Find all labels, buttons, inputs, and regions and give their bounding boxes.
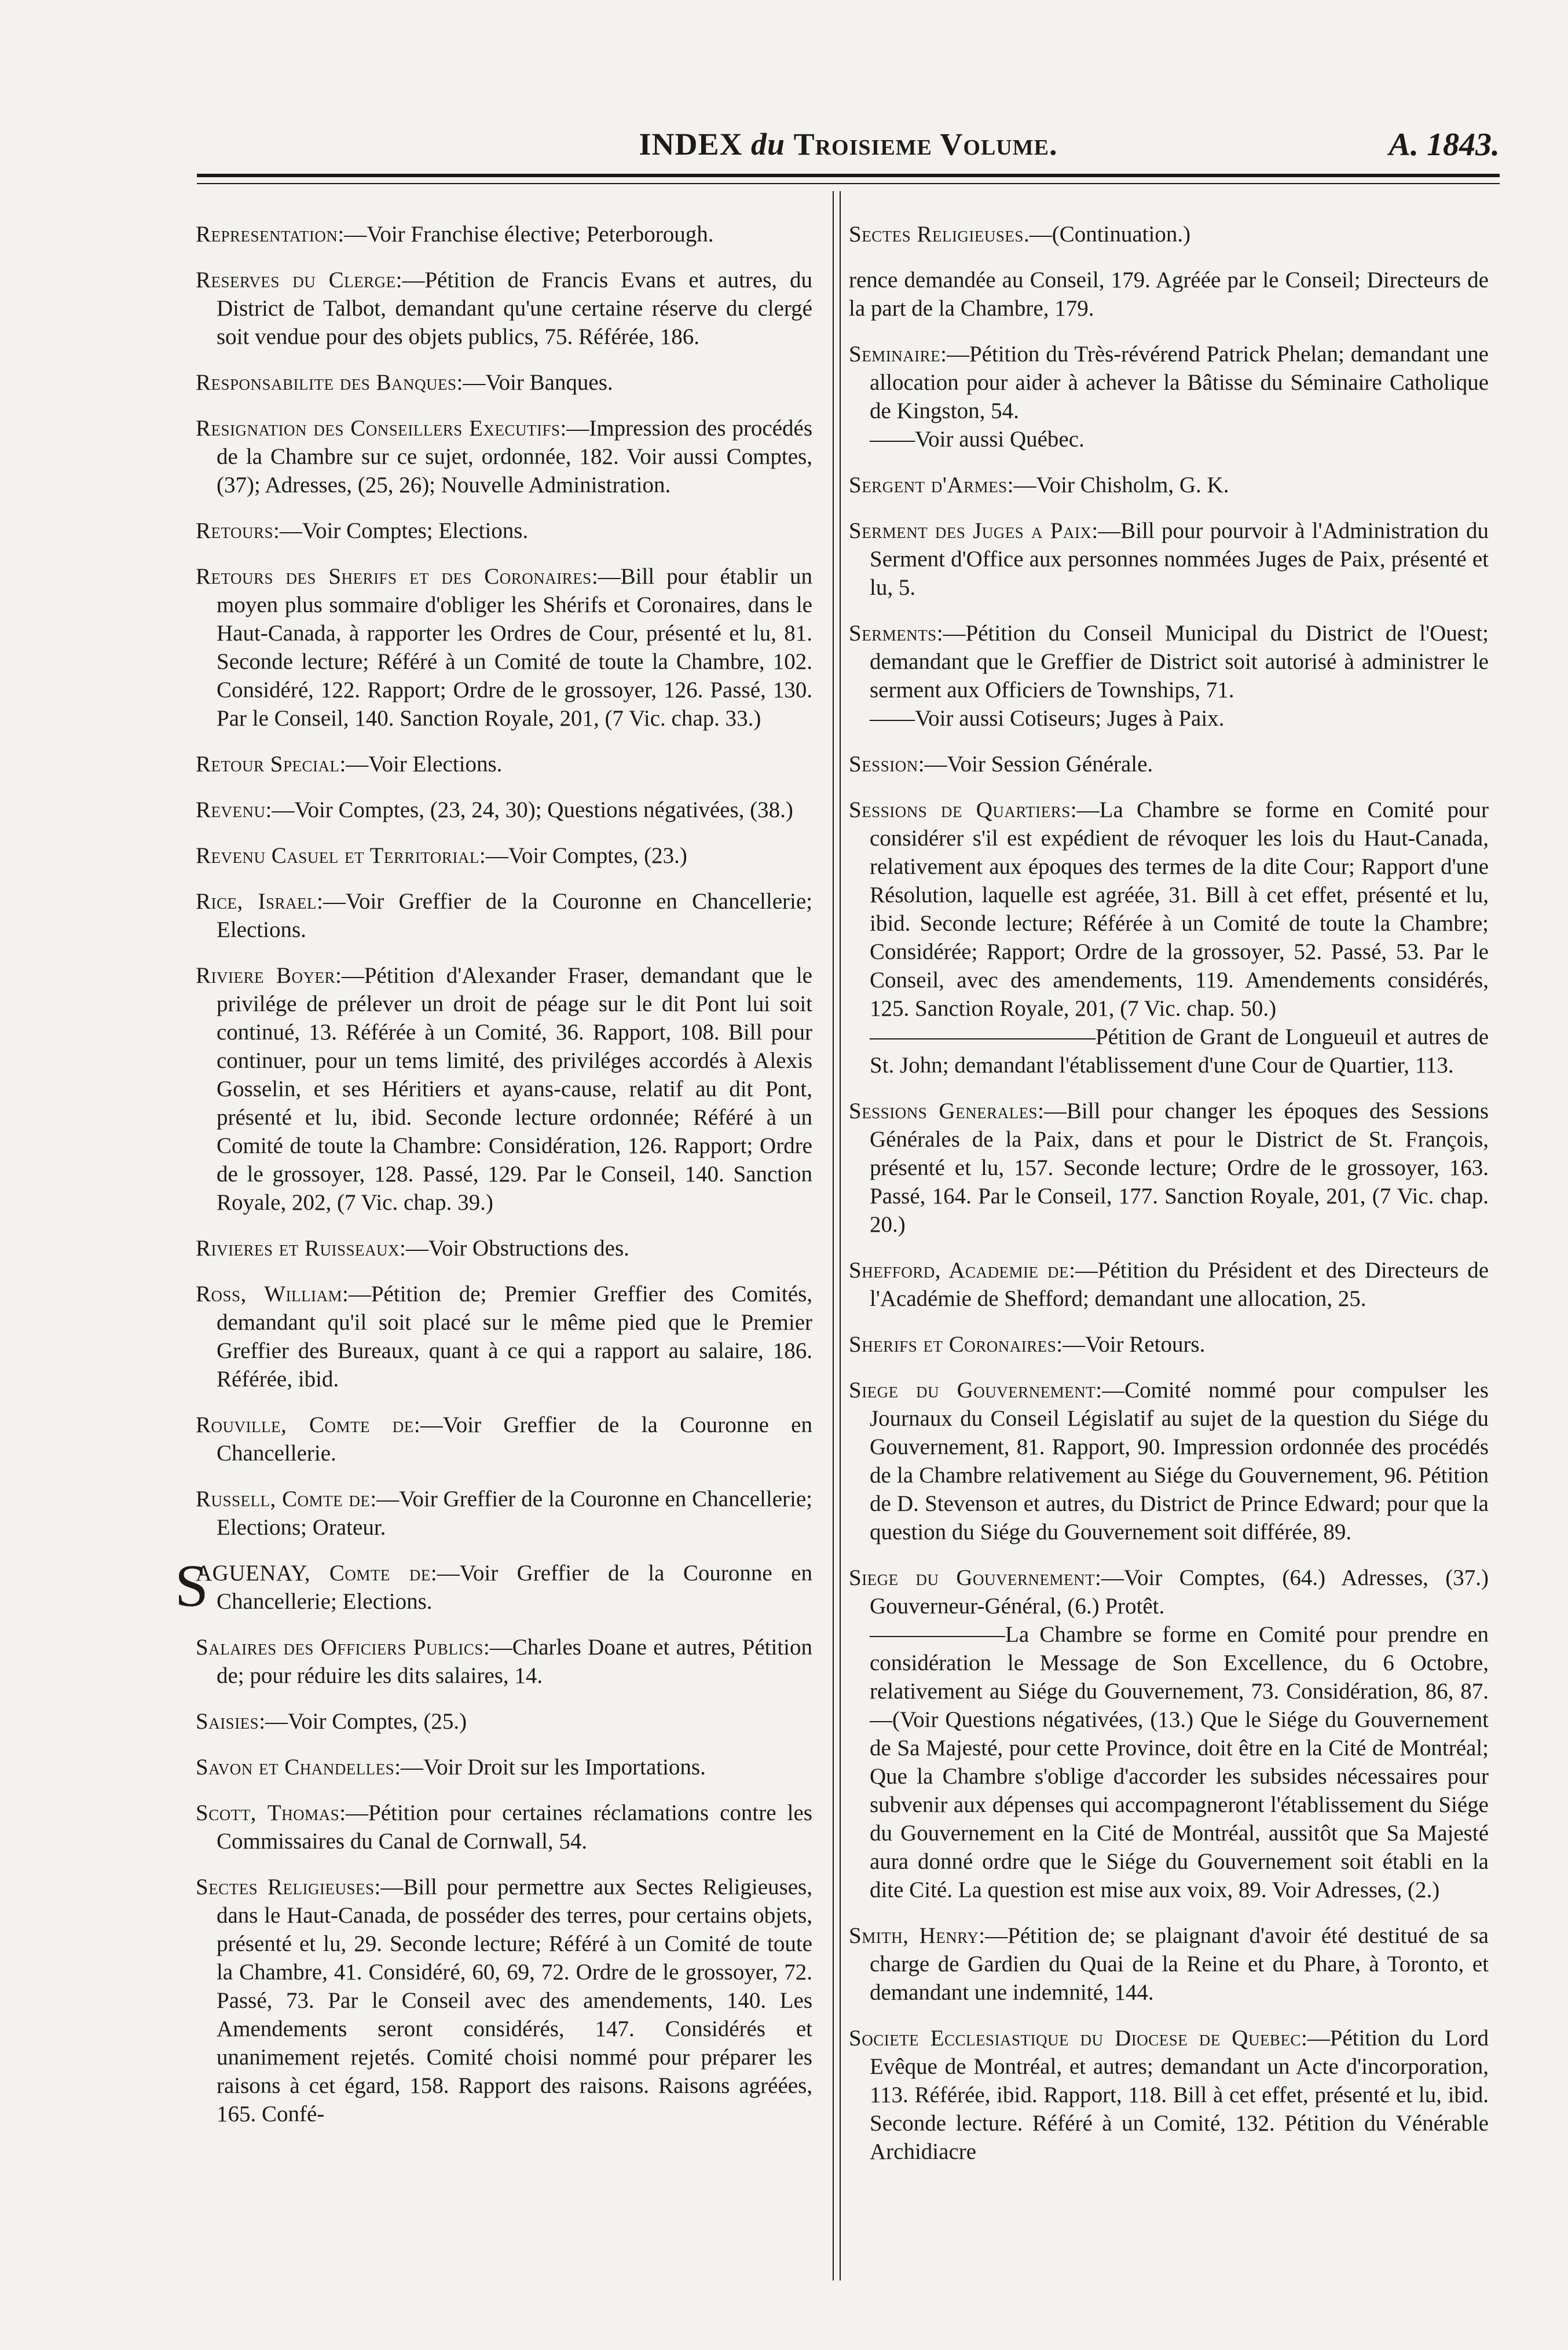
entry-text: :—Comité nommé pour compulser les Journaux du Conseil Législatif au sujet de la question du Siége du Gouvernement, 81. Rapport, 90. Impression ordonnée des procédés de la Chambre relativement au Siége du Gouvernement, 96. Pétition de D. Stevenson et autres, du District de Prince Edward; pour que la question du Siége du Gouvernement soit différée, 89. [870, 1378, 1489, 1544]
index-entry [196, 1411, 812, 1467]
entry-text: :—Pétition de; se plaignant d'avoir été destitué de sa charge de Gardien du Quai de la Reine et du Phare, à Toronto, et demandant une indemnité, 144. [870, 1923, 1489, 2005]
entry-heading: Scott, Thomas [196, 1800, 340, 1825]
index-entry [849, 2024, 1489, 2166]
entry-subentry: ——Voir aussi Québec. [870, 427, 1085, 452]
index-entry [849, 619, 1489, 733]
index-entry [196, 1873, 812, 2128]
index-entry [196, 220, 812, 248]
entry-text: :—Voir Retours. [1056, 1332, 1206, 1357]
entry-text: :—Voir Greffier de la Couronne en Chancellerie; Elections. [217, 889, 812, 942]
column-divider [833, 191, 841, 2281]
index-entry [196, 562, 812, 733]
index-entry [196, 368, 812, 397]
entry-text: :—Bill pour établir un moyen plus sommaire d'obliger les Shérifs et Coronaires, dans le Haut-Canada, à rapporter les Ordres de Cour, présenté et lu, 81. Seconde lecture; Référé à un Comité de toute la Chambre, 102. Considéré, 122. Rapport; Ordre de le grossoyer, 126. Passé, 130. Par le Conseil, 140. Sanction Royale, 201, (7 Vic. chap. 33.) [217, 564, 812, 731]
index-entry [196, 841, 812, 870]
entry-text: :—Voir Comptes, (25.) [259, 1709, 467, 1734]
index-entry [849, 220, 1489, 248]
entry-text: :—Voir Franchise élective; Peterborough. [338, 222, 714, 247]
entry-heading: Seminaire [849, 342, 941, 367]
entry-heading: Rivieres et Ruisseaux [196, 1236, 400, 1261]
entry-heading: Retour Special [196, 752, 340, 777]
entry-text: rence demandée au Conseil, 179. Agréée par le Conseil; Directeurs de la part de la Chambre, 179. [849, 268, 1489, 321]
index-entry [849, 340, 1489, 453]
index-entry [196, 961, 812, 1217]
entry-text: :—Voir Greffier de la Couronne en Chancellerie. [217, 1412, 812, 1466]
entry-heading: Siege du Gouvernement [849, 1565, 1096, 1590]
index-entry [196, 750, 812, 778]
index-entry [196, 796, 812, 824]
entry-heading: Revenu Casuel et Territorial [196, 843, 479, 868]
entry-text: :—Voir Comptes, (64.) Adresses, (37.) Gouverneur-Général, (6.) Protêt. [870, 1565, 1489, 1619]
entry-text: .—(Continuation.) [1023, 222, 1191, 247]
index-entry [196, 1753, 812, 1781]
index-entry [849, 1564, 1489, 1904]
running-title [197, 126, 1500, 162]
entry-heading: Ross, William [196, 1282, 342, 1306]
entry-text: :—Bill pour permettre aux Sectes Religieuses, dans le Haut-Canada, de posséder des terres, pour certains objets, présenté et lu, 29. Seconde lecture; Référé à un Comité de toute la Chambre, 41. Considéré, 60, 69, 72. Ordre de le grossoyer, 72. Passé, 73. Par le Conseil avec des amendements, 140. Les Amendements seront considérés, 147. Considérés et unanimement rejetés. Comité choisi nommé pour préparer les raisons à cet égard, 158. Rapport des raisons. Raisons agréées, 165. Confé- [217, 1875, 812, 2126]
index-entry [849, 1330, 1489, 1359]
index-entry [849, 1921, 1489, 2007]
index-entry [175, 1553, 812, 1619]
index-entry [196, 1707, 812, 1736]
entry-heading: AGUENAY, Comte de [196, 1561, 431, 1586]
entry-heading: Revenu [196, 797, 266, 822]
running-title-index: INDEX [639, 127, 743, 162]
running-title-du: du [751, 127, 786, 162]
index-entry [196, 1280, 812, 1393]
entry-heading: Sergent d'Armes [849, 473, 1008, 497]
index-entry [196, 1633, 812, 1690]
index-entry [849, 1097, 1489, 1239]
entry-heading: Societe Ecclesiastique du Diocese de Quebec [849, 2026, 1301, 2051]
entry-text: :—Pétition du Très-révérend Patrick Phelan; demandant une allocation pour aider à achever la Bâtisse du Séminaire Catholique de Kingston, 54. [870, 342, 1489, 423]
drop-initial: S [175, 1553, 208, 1619]
entry-text: :—Charles Doane et autres, Pétition de; pour réduire les dits salaires, 14. [217, 1635, 812, 1688]
index-entry [196, 414, 812, 499]
entry-text: :—La Chambre se forme en Comité pour considérer s'il est expédient de révoquer les lois du Haut-Canada, relativement aux époques des termes de la dite Cour; Rapport d'une Résolution, laquelle est agréée, 31. Bill à cet effet, présenté et lu, ibid. Seconde lecture; Référée à un Comité de toute la Chambre; Considérée; Rapport; Ordre de la grossoyer, 52. Passé, 53. Par le Conseil, avec des amendements, 119. Amendements considérés, 125. Sanction Royale, 201, (7 Vic. chap. 50.) [870, 797, 1489, 1021]
entry-text: :—Pétition d'Alexander Fraser, demandant que le privilége de prélever un droit de péage sur le dit Pont lui soit continué, 13. Référée à un Comité, 36. Rapport, 108. Bill pour continuer, pour un tems limité, des priviléges accordés à Alexis Gosselin, et ses Héritiers et ayans-cause, relatif au dit Pont, présenté et lu, ibid. Seconde lecture ordonnée; Référé à un Comité de toute la Chambre: Considération, 126. Rapport; Ordre de le grossoyer, 128. Passé, 129. Par le Conseil, 140. Sanction Royale, 202, (7 Vic. chap. 39.) [217, 963, 812, 1215]
entry-heading: Sectes Religieuses [196, 1875, 375, 1899]
index-entry [849, 750, 1489, 778]
entry-heading: Retours des Sherifs et des Coronaires [196, 564, 592, 589]
index-entry [196, 887, 812, 944]
entry-heading: Rice, Israel [196, 889, 317, 914]
entry-heading: Riviere Boyer [196, 963, 336, 988]
entry-heading: Retours [196, 518, 274, 543]
entry-text: :—Voir Greffier de la Couronne en Chancellerie; Elections; Orateur. [217, 1487, 812, 1540]
entry-text: :—Pétition du Lord Evêque de Montréal, et autres; demandant un Acte d'incorporation, 113. Référée, ibid. Rapport, 118. Bill à cet effet, présenté et lu, ibid. Seconde lecture. Référé à un Comité, 132. Pétition du Vénérable Archidiacre [870, 2026, 1489, 2164]
entry-text: :—Voir Comptes, (23.) [479, 843, 687, 868]
right-column [849, 220, 1489, 2183]
index-entry [196, 266, 812, 351]
page-header [197, 126, 1500, 173]
entry-text: :—Impression des procédés de la Chambre sur ce sujet, ordonnée, 182. Voir aussi Comptes, (37); Adresses, (25, 26); Nouvelle Administration. [217, 416, 812, 497]
entry-text: :—Pétition pour certaines réclamations contre les Commissaires du Canal de Cornwall, 54. [217, 1800, 812, 1854]
entry-text: :—Voir Droit sur les Importations. [394, 1755, 706, 1780]
entry-heading: Serments [849, 621, 937, 646]
entry-heading: Rouville, Comte de [196, 1412, 414, 1437]
index-entry [849, 266, 1489, 323]
running-title-volume: Troisieme Volume. [793, 127, 1058, 162]
entry-heading: Representation [196, 222, 338, 247]
index-entry [196, 517, 812, 545]
entry-text: :—Pétition du Président et des Directeurs de l'Académie de Shefford; demandant une allocation, 25. [870, 1258, 1489, 1311]
entry-heading: Siege du Gouvernement [849, 1378, 1096, 1403]
entry-text: :—Voir Obstructions des. [400, 1236, 629, 1261]
page-year-ref: A. 1843. [1389, 127, 1500, 163]
entry-text: :—Voir Elections. [339, 752, 503, 777]
entry-subentry: ——————La Chambre se forme en Comité pour prendre en considération le Message de Son Excellence, du 6 Octobre, relativement au Siége du Gouvernement, 73. Considération, 86, 87.—(Voir Questions négativées, (13.) Que le Siége du Gouvernement de Sa Majesté, pour cette Province, doit être en la Cité de Montréal; Que la Chambre s'oblige d'accorder les subsides nécessaires pour subvenir aux dépenses qui accompagneront l'établissement du Siége du Gouvernement en la Cité de Montréal, aussitôt que Sa Majesté aura donné ordre que le Siége du Gouvernement soit établi en la dite Cité. La question est mise aux voix, 89. Voir Adresses, (2.) [870, 1622, 1489, 1902]
entry-heading: Serment des Juges a Paix [849, 518, 1092, 543]
index-entry [196, 1234, 812, 1262]
entry-text: :—Bill pour pourvoir à l'Administration du Serment d'Office aux personnes nommées Juges de Paix, présenté et lu, 5. [870, 518, 1489, 600]
entry-text: :—Voir Banques. [456, 370, 613, 395]
entry-heading: Sherifs et Coronaires [849, 1332, 1057, 1357]
entry-text: :—Pétition de; Premier Greffier des Comités, demandant qu'il soit placé sur le même pied que le Premier Greffier des Bureaux, quant à ce qui a rapport au salaire, 186. Référée, ibid. [217, 1282, 812, 1392]
index-entry [849, 796, 1489, 1079]
entry-heading: Reserves du Clerge [196, 268, 396, 292]
entry-heading: Session [849, 752, 918, 777]
entry-heading: Sectes Religieuses [849, 222, 1024, 247]
index-entry [196, 1799, 812, 1855]
index-entry [849, 1376, 1489, 1546]
entry-subentry: ——Voir aussi Cotiseurs; Juges à Paix. [870, 706, 1225, 731]
entry-text: :—Voir Comptes; Elections. [273, 518, 529, 543]
header-rule-thin [197, 183, 1500, 184]
entry-heading: Responsabilite des Banques [196, 370, 457, 395]
entry-heading: Savon et Chandelles [196, 1755, 395, 1780]
index-entry [196, 1485, 812, 1542]
index-entry [849, 1256, 1489, 1313]
header-rule-thick [197, 174, 1500, 177]
entry-heading: Smith, Henry [849, 1923, 979, 1948]
entry-heading: Sessions Generales [849, 1099, 1038, 1123]
entry-heading: Resignation des Conseillers Executifs [196, 416, 560, 441]
entry-text: :—Voir Greffier de la Couronne en Chancellerie; Elections. [217, 1561, 812, 1614]
entry-text: :—Pétition du Conseil Municipal du District de l'Ouest; demandant que le Greffier de District soit autorisé à administrer le serment aux Officiers de Townships, 71. [870, 621, 1489, 702]
entry-heading: Russell, Comte de [196, 1487, 371, 1511]
entry-heading: Saisies [196, 1709, 259, 1734]
entry-heading: Salaires des Officiers Publics [196, 1635, 483, 1660]
entry-heading: Sessions de Quartiers [849, 797, 1071, 822]
entry-text: :—Bill pour changer les époques des Sessions Générales de la Paix, dans et pour le District de St. François, présenté et lu, 157. Seconde lecture; Ordre de le grossoyer, 163. Passé, 164. Par le Conseil, 177. Sanction Royale, 201, (7 Vic. chap. 20.) [870, 1099, 1489, 1237]
entry-subentry: ——————————Pétition de Grant de Longueuil et autres de St. John; demandant l'établissement d'une Cour de Quartier, 113. [870, 1024, 1489, 1078]
index-entry [849, 471, 1489, 499]
entry-text: :—Voir Chisholm, G. K. [1007, 473, 1229, 497]
entry-text: :—Voir Session Générale. [918, 752, 1153, 777]
entry-text: :—Pétition de Francis Evans et autres, du District de Talbot, demandant qu'une certaine réserve du clergé soit vendue pour des objets publics, 75. Référée, 186. [217, 268, 812, 349]
left-column [175, 220, 812, 2146]
index-entry [849, 517, 1489, 602]
entry-heading: Shefford, Academie de [849, 1258, 1069, 1283]
entry-text: :—Voir Comptes, (23, 24, 30); Questions négativées, (38.) [265, 797, 793, 822]
